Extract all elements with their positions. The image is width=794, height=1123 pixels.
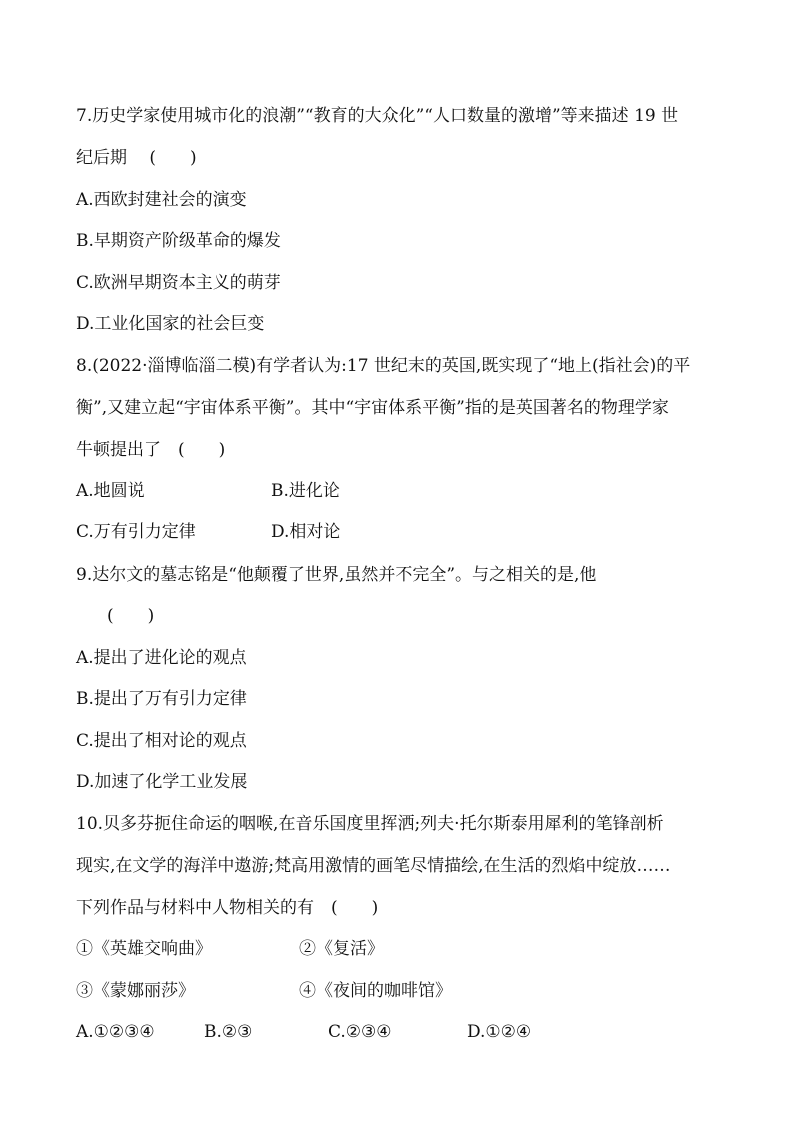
q9-option-b: B.提出了万有引力定律: [76, 689, 247, 709]
q8-stem-line-1: 8.(2022·淄博临淄二模)有学者认为:17 世纪末的英国,既实现了“地上(指社会)的平: [76, 356, 691, 376]
q9-stem-line-1: 9.达尔文的墓志铭是“他颠覆了世界,虽然并不完全”。与之相关的是,他: [76, 565, 597, 585]
q8-option-a: A.地圆说: [76, 481, 145, 501]
q8-option-b: B.进化论: [271, 481, 340, 501]
q10-stem-line-3: 下列作品与材料中人物相关的有 ( ): [76, 898, 379, 918]
q7-stem-line-1: 7.历史学家使用城市化的浪潮”“教育的大众化”“人口数量的激增”等来描述 19 世: [76, 106, 679, 126]
q7-option-c: C.欧洲早期资本主义的萌芽: [76, 273, 281, 293]
q10-stem-line-2: 现实,在文学的海洋中遨游;梵高用激情的画笔尽情描绘,在生活的烈焰中绽放……: [76, 856, 671, 876]
q9-stem-line-2: ( ): [90, 606, 155, 626]
q10-stem-line-1: 10.贝多芬扼住命运的咽喉,在音乐国度里挥洒;列夫·托尔斯泰用犀利的笔锋剖析: [76, 814, 664, 834]
q9-option-a: A.提出了进化论的观点: [76, 648, 247, 668]
q8-stem-line-2: 衡”,又建立起“宇宙体系平衡”。其中“宇宙体系平衡”指的是英国著名的物理学家: [76, 398, 669, 418]
q10-item-1: ①《英雄交响曲》: [76, 939, 212, 959]
q10-option-a: A.①②③④: [76, 1022, 155, 1042]
q10-option-b: B.②③: [204, 1022, 253, 1042]
q10-option-c: C.②③④: [328, 1022, 392, 1042]
q10-option-d: D.①②④: [467, 1022, 532, 1042]
q8-option-c: C.万有引力定律: [76, 522, 196, 542]
q7-option-a: A.西欧封建社会的演变: [76, 190, 247, 210]
q7-stem-line-2: 纪后期 ( ): [76, 148, 197, 168]
q8-stem-line-3: 牛顿提出了 ( ): [76, 440, 226, 460]
q9-option-c: C.提出了相对论的观点: [76, 731, 247, 751]
q7-option-b: B.早期资产阶级革命的爆发: [76, 231, 281, 251]
q8-option-d: D.相对论: [271, 522, 341, 542]
q9-option-d: D.加速了化学工业发展: [76, 772, 248, 792]
q10-item-4: ④《夜间的咖啡馆》: [299, 981, 452, 1001]
q7-option-d: D.工业化国家的社会巨变: [76, 314, 265, 334]
q10-item-2: ②《复活》: [299, 939, 384, 959]
q10-item-3: ③《蒙娜丽莎》: [76, 981, 195, 1001]
